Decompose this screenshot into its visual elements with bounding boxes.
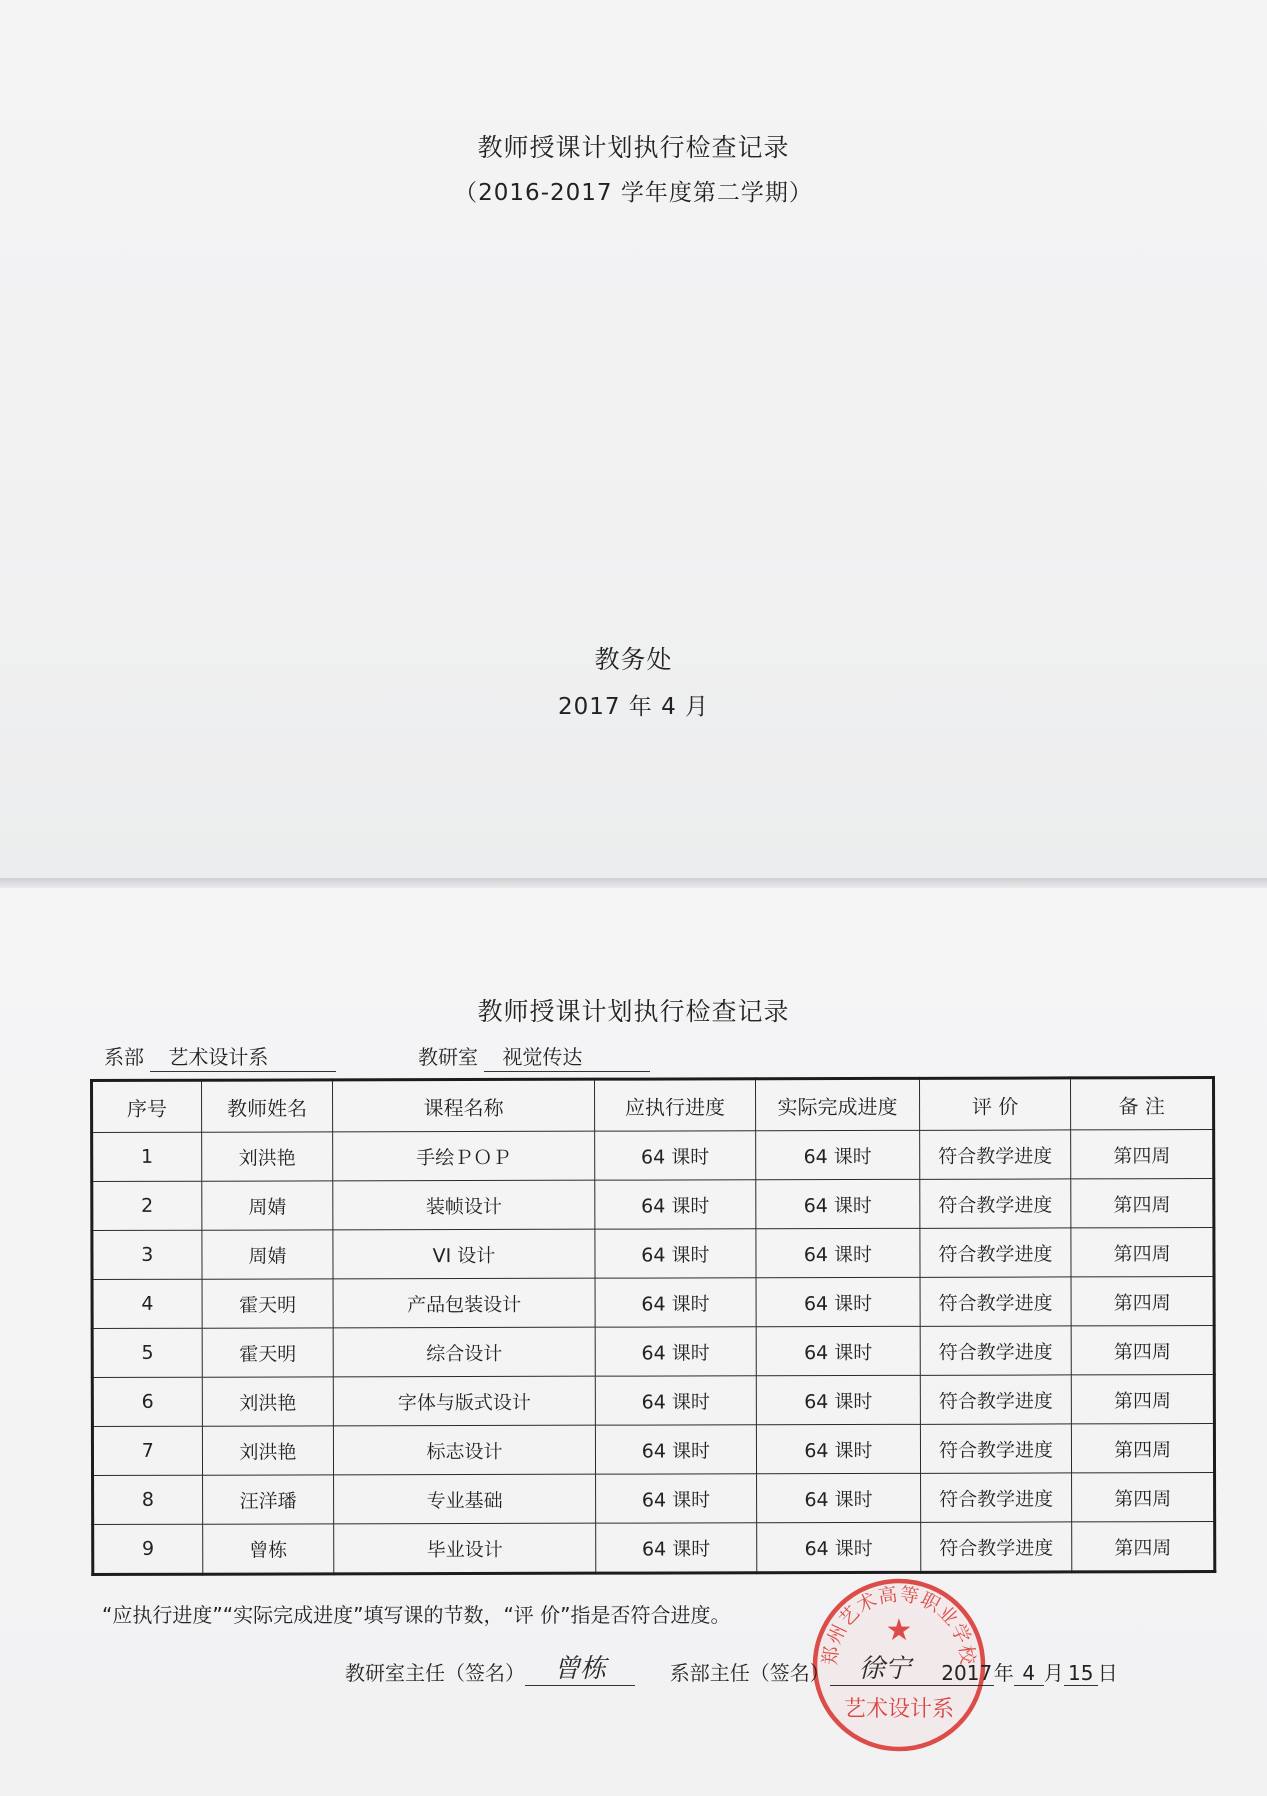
cell-planned: 64 课时 (595, 1376, 757, 1425)
table-row (92, 1179, 1214, 1231)
cell-actual: 64 课时 (756, 1130, 920, 1179)
cell-remarks: 第四周 (1071, 1277, 1214, 1326)
cell-index: 8 (93, 1475, 203, 1524)
cell-planned: 64 课时 (594, 1180, 756, 1229)
cell-actual: 64 课时 (756, 1277, 920, 1326)
table-row (92, 1326, 1214, 1378)
cell-remarks: 第四周 (1071, 1326, 1214, 1375)
cell-evaluation: 符合教学进度 (919, 1179, 1071, 1228)
col-header-course: 课程名称 (333, 1079, 594, 1132)
cell-evaluation: 符合教学进度 (920, 1424, 1072, 1473)
table-row (93, 1473, 1215, 1525)
record-title: 教师授课计划执行检查记录 (477, 997, 790, 1026)
col-header-planned: 应执行进度 (594, 1079, 756, 1131)
cell-planned: 64 课时 (595, 1474, 757, 1523)
cell-evaluation: 符合教学进度 (920, 1326, 1072, 1375)
director-label: 教研室主任（签名） (345, 1661, 525, 1685)
cell-remarks: 第四周 (1071, 1130, 1214, 1179)
cell-remarks: 第四周 (1071, 1179, 1214, 1228)
seal-star-icon: ★ (885, 1613, 913, 1648)
cell-actual: 64 课时 (756, 1228, 920, 1277)
cell-course: VI 设计 (333, 1229, 594, 1279)
cell-index: 6 (92, 1377, 202, 1426)
cell-evaluation: 符合教学进度 (919, 1130, 1071, 1179)
cell-course: 手绘ＰＯＰ (333, 1131, 594, 1181)
cell-planned: 64 课时 (594, 1131, 756, 1180)
cover-title: 教师授课计划执行检查记录 (477, 133, 790, 162)
cell-planned: 64 课时 (595, 1425, 757, 1474)
table-row (92, 1130, 1214, 1182)
cell-planned: 64 课时 (595, 1229, 757, 1278)
department-label: 系部 (104, 1045, 144, 1069)
cell-actual: 64 课时 (756, 1375, 920, 1424)
col-header-index: 序号 (92, 1080, 202, 1132)
cell-teacher: 汪洋璠 (202, 1475, 334, 1524)
cell-index: 1 (92, 1132, 202, 1181)
cell-planned: 64 课时 (595, 1278, 757, 1327)
cell-course: 毕业设计 (334, 1523, 595, 1574)
cell-remarks: 第四周 (1072, 1522, 1215, 1572)
cell-remarks: 第四周 (1072, 1473, 1215, 1522)
cell-evaluation: 符合教学进度 (920, 1375, 1072, 1424)
cell-course: 标志设计 (334, 1425, 595, 1475)
cover-date: 2017 年 4 月 (557, 694, 710, 720)
cover-term: （2016-2017 学年度第二学期） (454, 180, 813, 206)
section-field (418, 1041, 650, 1072)
cell-teacher: 霍天明 (202, 1279, 334, 1328)
department-field (104, 1041, 336, 1072)
director-signature: 曾栋 (553, 1654, 606, 1684)
date-day: 15 (1064, 1661, 1098, 1686)
cell-remarks: 第四周 (1072, 1375, 1215, 1424)
section-value: 视觉传达 (484, 1041, 650, 1072)
cell-teacher: 刘洪艳 (201, 1132, 333, 1181)
dept-head-signature: 徐宁 (858, 1654, 911, 1684)
date-year: 2017 (941, 1661, 993, 1685)
cell-actual: 64 课时 (756, 1179, 920, 1228)
date-day-unit: 日 (1097, 1661, 1118, 1685)
cell-course: 产品包装设计 (333, 1278, 594, 1328)
table-note: “应执行进度”“实际完成进度”填写课的节数，“评 价”指是否符合进度。 (102, 1603, 731, 1627)
col-header-evaluation: 评 价 (919, 1078, 1071, 1130)
table-row (92, 1277, 1214, 1329)
cell-evaluation: 符合教学进度 (920, 1277, 1072, 1326)
table-header-row (92, 1078, 1214, 1133)
cell-actual: 64 课时 (757, 1522, 921, 1572)
table-row (93, 1522, 1215, 1575)
cell-evaluation: 符合教学进度 (920, 1522, 1072, 1572)
signature-row (345, 1648, 1118, 1686)
col-header-actual: 实际完成进度 (756, 1078, 920, 1130)
cell-evaluation: 符合教学进度 (920, 1473, 1072, 1522)
cell-actual: 64 课时 (756, 1326, 920, 1375)
cell-actual: 64 课时 (757, 1473, 921, 1522)
table-body (92, 1130, 1215, 1575)
cell-index: 4 (92, 1279, 202, 1328)
cell-teacher: 周婧 (202, 1230, 334, 1279)
cell-course: 综合设计 (334, 1327, 595, 1377)
cell-index: 7 (92, 1426, 202, 1475)
table-row (92, 1424, 1214, 1476)
section-label: 教研室 (418, 1045, 478, 1069)
cell-course: 专业基础 (334, 1474, 595, 1524)
date-month-unit: 月 (1043, 1661, 1064, 1685)
cell-index: 2 (92, 1181, 202, 1230)
cell-teacher: 曾栋 (202, 1524, 334, 1574)
cell-teacher: 刘洪艳 (202, 1426, 334, 1475)
date-month: 4 (1014, 1661, 1044, 1686)
cell-course: 装帧设计 (333, 1180, 594, 1230)
record-table (90, 1076, 1216, 1576)
cell-teacher: 霍天明 (202, 1328, 334, 1377)
cell-remarks: 第四周 (1072, 1424, 1215, 1473)
cell-actual: 64 课时 (757, 1424, 921, 1473)
seal-dept-text: 艺术设计系 (843, 1697, 955, 1722)
col-header-teacher: 教师姓名 (201, 1080, 333, 1132)
cell-evaluation: 符合教学进度 (920, 1228, 1072, 1277)
cell-course: 字体与版式设计 (334, 1376, 595, 1426)
table-row (92, 1375, 1214, 1427)
seal-school-text: 郑州艺术高等职业学校 (819, 1583, 979, 1667)
table-row (92, 1228, 1214, 1280)
cover-office: 教务处 (594, 645, 673, 674)
cell-planned: 64 课时 (595, 1523, 757, 1573)
cell-teacher: 刘洪艳 (202, 1377, 334, 1426)
cell-index: 9 (93, 1524, 203, 1574)
cell-planned: 64 课时 (595, 1327, 757, 1376)
dept-head-label: 系部主任（签名） (669, 1661, 830, 1685)
cell-remarks: 第四周 (1071, 1228, 1214, 1277)
col-header-remarks: 备 注 (1071, 1078, 1214, 1130)
date-year-unit: 年 (993, 1661, 1014, 1685)
department-value: 艺术设计系 (150, 1041, 336, 1072)
cell-index: 5 (92, 1328, 202, 1377)
cell-teacher: 周婧 (201, 1181, 333, 1230)
cell-index: 3 (92, 1230, 202, 1279)
